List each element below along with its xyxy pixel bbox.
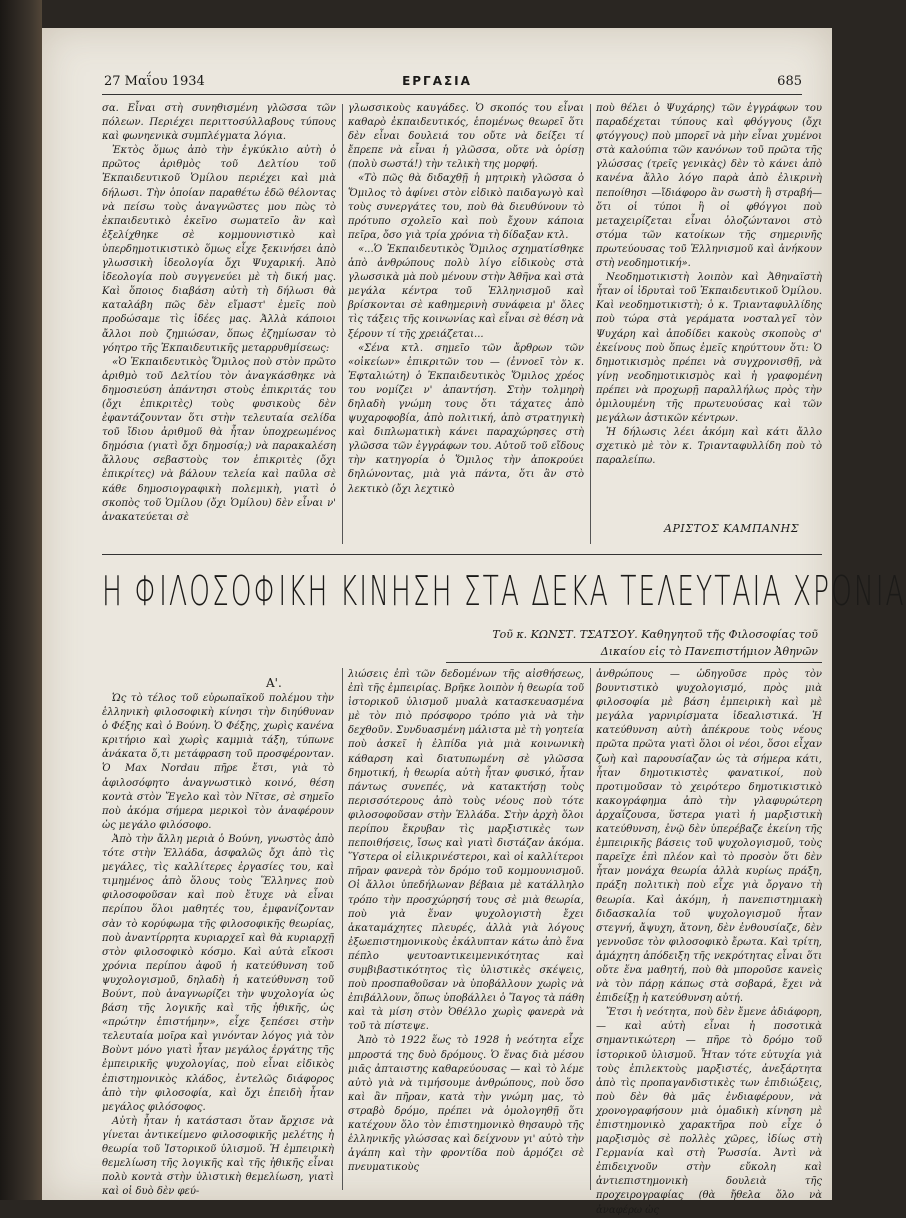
book-spine: [0, 0, 42, 1200]
column-divider: [342, 104, 343, 544]
article-separator: [102, 554, 822, 555]
section-mark: Α'.: [266, 676, 282, 690]
issue-date: 27 Μαΐου 1934: [104, 74, 205, 89]
paragraph: ἀνθρώπους — ὡδηγοῦσε πρὸς τὸν βουντιστικὸ ψυχολογισμό, πρὸς μιὰ φιλοσοφία μὲ βάση ἐμπειρικὴ καὶ μὲ μεγάλα γαρνιρίσματα ἰδεαλιστικά. Ἡ κατεύθυνση αὐτὴ ἀπέκρουε τοὺς νέους πρῶτα πρῶτα γιατὶ ὅλοι οἱ νέοι, ὅσοι εἶχαν ζωὴ καὶ παρουσίαζαν ὡς τὰ σήμερα κάτι, ἦταν δημοτικιστὲς φανατικοί, ποὺ προτιμοῦσαν τὸ χειρότερο δημοτικιστικὸ κακογράφημα ἀπὸ τὴν γλαφυρώτερη ἀρχαΐζουσα, ὕστερα γιατὶ ἡ μαρξιστικὴ κατεύθυνση, ἐνῷ δὲν ὑπερέβαζε ἐκείνη τῆς ἐμπειρικῆς βάσεις τοῦ ψυχολογισμοῦ, τοὺς παρεῖχε ἐπὶ πλέον καὶ τὸ προσὸν ὅτι δὲν ἦταν μονάχα θεωρία ἀλλὰ κυρίως πράξη, πράξη πολιτικὴ ποὺ εἶχε γιὰ ὄργανο τὴ θεωρία. Καὶ ἀκόμη, ἡ πανεπιστημιακὴ διδασκαλία τοῦ ψυχολογισμοῦ ἦταν στεγνή, ἄψυχη, ἄτονη, δὲν ἐνθουσίαζε, δὲν γεννοῦσε τὸν φιλοσοφικὸ ἔρωτα. Καὶ τρίτη, ἀμάχητη ἀπόδειξη τῆς νεκρότητας εἶναι ὅτι οὔτε ἕνα μαθητή, ποὺ θὰ μποροῦσε κανεὶς νὰ τὸν πάρῃ κάπως στὰ σοβαρά, ἔχει νὰ ἐπιδείξῃ ἡ κατεύθυνση αὐτή.: [596, 669, 822, 1005]
publication-title: ΕΡΓΑΣΙΑ: [402, 74, 472, 88]
paragraph: Αὐτὴ ἦταν ἡ κατάστασι ὅταν ἄρχισε νὰ γίνεται ἀντικείμενο φιλοσοφικῆς μελέτης ἡ θεωρία τοῦ Ἱστορικοῦ ὑλισμοῦ. Ἡ ἐμπειρικὴ θεμελίωση τῆς λογικῆς καὶ τῆς ἠθικῆς εἶναι πολὺ κοντὰ στὴν ὑλιστικὴ θεμελίωση, γιατὶ καὶ οἱ δυὸ δὲν φεύ-: [102, 1115, 334, 1198]
paragraph: γλωσσικοὺς καυγάδες. Ὁ σκοπός του εἶναι καθαρὸ ἐκπαιδευτικός, ἑπομένως θεωρεῖ ὅτι δὲν εἶναι δουλειά του οὔτε νὰ δείξει τί ἔπρεπε νὰ εἶναι ἡ γλῶσσα, οὔτε νὰ ὁρίσῃ (πολὺ σωστά!) τὴν τελικὴ της μορφή.: [348, 103, 584, 171]
paragraph: «...Ὁ Ἐκπαιδευτικὸς Ὅμιλος σχηματίσθηκε ἀπὸ ἀνθρώπους πολὺ λίγο εἰδικοὺς στὰ γλωσσικὰ μὰ ποὺ μένουν στὴν Ἀθῆνα καὶ στὰ μεγάλα κέντρα τοῦ Ἑλληνισμοῦ καὶ βρίσκονται σὲ καθημερινὴ συνάφεια μ' ὅλες τὶς τάξεις τῆς κοινωνίας καὶ εἶναι σὲ θέση νὰ ξέρουν τί τῆς χρειάζεται...: [348, 243, 584, 340]
paragraph: Ἡ δήλωσις λέει ἀκόμη καὶ κάτι ἄλλο σχετικὸ μὲ τὸν κ. Τριανταφυλλίδη ποὺ τὸ παραλείπω.: [596, 427, 822, 467]
paragraph: Νεοδημοτικιστὴ λοιπὸν καὶ Ἀθηναϊστὴ ἦταν οἱ ἰδρυταὶ τοῦ Ἐκπαιδευτικοῦ Ὁμίλου. Καὶ νεοδημοτικιστὴ; ὁ κ. Τριανταφυλλίδης ποὺ τώρα στὰ γεράματα νοσταλγεῖ τὸν Ψυχάρη καὶ ἀποδίδει κακοὺς σκοποὺς σ' ἐκείνους ποὺ ὅπως ἐμεῖς κηρύττουν ὅτι: Ὁ δημοτικισμὸς πρέπει νὰ συγχρονισθῇ, νὰ γίνῃ νεοδημοτικισμὸς καὶ ἡ γραφομένη πρέπει νὰ προχωρῇ παραλλήλως πρὸς τὴν ὁμιλουμένη τῆς πρωτευούσας καὶ τῶν μεγάλων ἀστικῶν κέντρων.: [596, 272, 822, 425]
article-column-3: [596, 668, 822, 1216]
paragraph: Ἐκτὸς ὅμως ἀπὸ τὴν ἐγκύκλιο αὐτὴ ὁ πρῶτος ἀριθμὸς τοῦ Δελτίου τοῦ Ἐκπαιδευτικοῦ Ὁμίλου περιέχει καὶ μιὰ δήλωσι. Τὴν ὁποίαν παραθέτω ἐδῶ θέλοντας νὰ πείσω τοὺς ἀναγνῶστες μου πὼς τὸ ἐκπαιδευτικὸ ἐκεῖνο σωματεῖο ἂν καὶ ἐξελίχθηκε σὲ κομμουνιστικὸ καὶ ὑπερδημοτικιστικὸ ὅμως εἶχε ξεκινήσει ἀπὸ γλωσσικὴ ἰδεολογία ὄχι Ψυχαρική. Ἀπὸ ἰδεολογία ποὺ συγγενεύει μὲ τὴ δική μας. Καὶ ὅποιος διαβάση αὐτὴ τὴ δήλωσι θὰ καταλάβη πῶς δὲν εἴμαστ' ἐμεῖς ποὺ προδώσαμε τὶς ἰδέες μας. Ἀλλὰ κάποιοι ἄλλοι ποὺ ζημιώσαν, ὅπως ἐζημίωσαν τὸ γόητρο τῆς Ἐκπαιδευτικῆς μεταρρυθμίσεως:: [102, 145, 336, 354]
paragraph: Ἀπὸ τὸ 1922 ἕως τὸ 1928 ἡ νεότητα εἶχε μπροστά της δυὸ δρόμους. Ὁ ἕνας διὰ μέσου μιᾶς ἀπταιστης καθαρεύουσας — καὶ τὸ λέμε αὐτὸ γιὰ νὰ τιμήσουμε ἀνθρώπους, ποὺ ὅσο καὶ ἂν πῆραν, κατὰ τὴν γνώμη μας, τὸ στραβὸ δρόμο, πρέπει νὰ ὁμολογηθῇ ὅτι κατέχουν ὅλο τὸν ἐπιστημονικὸ θησαυρὸ τῆς ἑλληνικῆς γλώσσας καὶ δείχνουν γι' αὐτὸ τὴν ἀγάπη καὶ τὴν φροντίδα ποὺ ἁρμόζει σὲ πνευματικοὺς: [348, 1035, 584, 1174]
top-column-2: [348, 102, 584, 548]
paragraph: Ἀπὸ τὴν ἄλλη μεριὰ ὁ Βούνη, γνωστὸς ἀπὸ τότε στὴν Ἑλλάδα, ἀσφαλῶς ὄχι ἀπὸ τὶς μεγάλες, τὶς καλλίτερες ἐργασίες του, καὶ τιμημένος ἀπὸ ὅλους τοὺς Ἕλληνες ποὺ φιλοσοφοῦσαν καὶ ποὺ ἔτυχε νὰ εἶναι περίπου ὅλοι μαθητές του, ἐμφανίζονταν σὰν τὸ κορύφωμα τῆς φιλοσοφικῆς θεωρίας, ποὺ ἀναντίρρητα κυριαρχεῖ καὶ θὰ κυριαρχῇ στὸν φιλοσοφικὸ κόσμο. Καὶ αὐτὰ εἴκοσι χρόνια περίπου ἀφοῦ ἡ κατεύθυνση τοῦ ψυχολογισμοῦ, δηλαδὴ ἡ κατεύθυνση τοῦ Βούντ, ποὺ ἀναγνωρίζει τὴν ψυχολογία ὡς βάση τῆς λογικῆς καὶ τῆς ἠθικῆς, ὡς «πρώτην ἐπιστήμην», εἶχε ξεπέσει στὴν τελευταία μοῖρα καὶ γινόνταν λόγος γιὰ τὸν Βοὺντ μόνο γιατὶ ἦταν μεγάλος ἐργάτης τῆς ἐμπειρικῆς ψυχολογίας, ποὺ εἶναι εἰδικὸς ἐπιστημονικὸς κλάδος, ἐντελῶς διάφορος ἀπὸ τὴν φιλοσοφία, καὶ ὄχι ἐπειδὴ ἦταν μεγάλος φιλόσοφος.: [102, 833, 334, 1113]
article-headline: Η ΦΙΛΟΣΟΦΙΚΗ ΚΙΝΗΣΗ ΣΤΑ ΔΕΚΑ ΤΕΛΕΥΤΑΙΑ ΧΡΟΝΙΑ: [102, 568, 906, 617]
top-column-1: [102, 102, 336, 548]
page-number: 685: [777, 74, 802, 89]
column-divider: [590, 668, 591, 1190]
top-column-3: [596, 102, 822, 510]
paragraph: «Σένα κτλ. σημεῖο τῶν ἄρθρων τῶν «οἰκείων» ἐπικριτῶν του — (ἐννοεῖ τὸν κ. Ἐφταλιώτη) ὁ Ἐκπαιδευτικὸς Ὅμιλος χρέος του νομίζει ν' ἀπαντήση. Στὴν τολμηρὴ δηλαδὴ γνώμη τους ὅτι τάχατες ἀπὸ ψυχαροφοβία, ἀπὸ πολιτική, ἀπὸ στρατηγικὴ καὶ διπλωματικὴ κάνει παραχώρησες στὴ γλῶσσα τῶν ἐγγράφων του. Αὐτοῦ τοῦ εἴδους τὴν κατηγορία ὁ Ὅμιλος τὴν ἀποκρούει δηλώνοντας, μιὰ γιὰ πάντα, ὅτι ἂν στὸ λεκτικὸ (ὄχι λεχτικὸ: [348, 342, 584, 495]
newspaper-page: [42, 28, 906, 1216]
paragraph: Ἔτσι ἡ νεότητα, ποὺ δὲν ἔμενε ἀδιάφορη, — καὶ αὐτὴ εἶναι ἡ ποσοτικὰ σημαντικώτερη — πῆρε τὸ δρόμο τοῦ ἱστορικοῦ ὑλισμοῦ. Ἦταν τότε εὐτυχία γιὰ τοὺς ἐπιλεκτοὺς μαρξιστές, ἀνεξάρτητα ἀπὸ τὶς προπαγανδιστικὲς των ἐπιδιώξεις, ποὺ δὲν θὰ μᾶς ἐνδιαφέρουν, νὰ χρονογραφήσουν μιὰ ὁμαδικὴ κίνηση μὲ ἐπιστημονικὸ χαρακτῆρα ποὺ εἶχε ὁ μαρξισμὸς σὲ πολλὲς χῶρες, ἰδίως στὴ Γερμανία καὶ στὴ Ῥωσσία. Ἀντὶ νὰ ἐπιδειχνοῦν στὴν εὔκολη καὶ ἀντιεπιστημονικὴ δουλειὰ τῆς προχειρογραφίας (θὰ ἤθελα ὅλο νὰ ἀναφέρω ὡς: [596, 1007, 822, 1216]
paragraph: σα. Εἶναι στὴ συνηθισμένη γλῶσσα τῶν πόλεων. Περιέχει περιττοσύλλαβους τύπους καὶ φωνηενικὰ συμπλέγματα λόγια.: [102, 103, 336, 143]
article-column-1: [102, 692, 334, 1198]
page-header: [42, 74, 832, 96]
article-column-2: [348, 668, 584, 1192]
author-signature: ΑΡΙΣΤΟΣ ΚΑΜΠΑΝΗΣ: [664, 522, 800, 535]
article-byline: Τοῦ κ. ΚΩΝΣΤ. ΤΣΑΤΣΟΥ. Καθηγητοῦ τῆς Φιλοσοφίας τοῦ Δικαίου εἰς τὸ Πανεπιστήμιον Ἀθηνῶν: [492, 628, 818, 658]
column-divider: [342, 668, 343, 1190]
byline-rule: [446, 662, 822, 663]
header-rule: [102, 94, 802, 95]
paragraph: λιώσεις ἐπὶ τῶν δεδομένων τῆς αἰσθήσεως, ἐπὶ τῆς ἐμπειρίας. Βρῆκε λοιπὸν ἡ θεωρία τοῦ ἱστορικοῦ ὑλισμοῦ μυαλὰ κατασκευασμένα μὲ τὸν πιὸ πρόσφορο τρόπο γιὰ νὰ τὴν δεχθοῦν. Συνδυασμένη μάλιστα μὲ τὴ γοητεία ποὺ ἀσκεῖ ἡ ἐλπίδα γιὰ μιὰ κοινωνικὴ κάθαρση καὶ διατυπωμένη σὲ γλῶσσα δημοτική, ἡ θεωρία αὐτὴ ἦταν φυσικό, ἦταν πάντως συνεπές, νὰ κατακτήσῃ τοὺς περισσότερους ἀπὸ τοὺς νέους ποὺ τότε φιλοσοφοῦσαν στὴν Ἑλλάδα. Στὴν ἀρχὴ ὅλοι περίπου ἔκρυβαν τὶς μαρξιστικὲς των πεποιθήσεις, ἴσως καὶ γιατὶ διστάζαν ἀκόμα. Ὕστερα οἱ εἰλικρινέστεροι, καὶ οἱ καλλίτεροι πῆραν φανερὰ τὸν δρόμο τοῦ κομμουνισμοῦ. Οἱ ἄλλοι ὑπεδήλωναν βέβαια μὲ κατάλληλο τρόπο τὴν προσχώρησή τους σὲ μιὰ θεωρία, ποὺ γιὰ ἕναν ψυχολογιστὴ ἔχει ἀκαταμάχητες πλευρές, ἀλλὰ γιὰ λόγους ἐξωεπιστημονικοὺς ἐκάλυπταν κάτω ἀπὸ ἕνα πέπλο ψευτοαντικειμενικότητας καὶ συμβιβαστικότητος τὶς ὑλιστικὲς σκέψεις, ποὺ προσπαθοῦσαν νὰ ὑποβάλλουν χωρὶς νὰ ἐπιβάλλουν, ὅπως ὑποβάλλει ὁ Ἴαγος τὰ πάθη καὶ τὰ μίση στὸν Ὀθέλλο χωρὶς φανερὰ νὰ τοῦ τὰ πίστεψε.: [348, 669, 584, 1033]
column-divider: [590, 104, 591, 544]
paragraph: «Τὸ πῶς θὰ διδαχθῇ ἡ μητρικὴ γλῶσσα ὁ Ὅμιλος τὸ ἀφίνει στὸν εἰδικὸ παιδαγωγὸ καὶ τοὺς συνεργάτες του, ποὺ θὰ διευθύνουν τὸ πρότυπο σχολεῖο καὶ ποὺ ἔχουν κάποια πεῖρα, ὄσο γιὰ τρία χρόνια τὴ δίδαξαν κτλ.: [348, 173, 584, 241]
paragraph: «Ὁ Ἐκπαιδευτικὸς Ὅμιλος ποὺ στὸν πρῶτο ἀριθμὸ τοῦ Δελτίου τὸν ἀναγκάσθηκε νὰ δημοσιεύση ἀπάντησι στοὺς ἐπικριτάς του (ὄχι ἐπικριτὲς) τοὺς φυσικοὺς δὲν ἐφαντάζουνταν ὅτι στὴν τελευταία σελίδα τοῦ ἴδιου ἀριθμοῦ θὰ ἦταν ὑποχρεωμένος δημόσια (γιατὶ ὄχι δημοσίᾳ;) νὰ παρακαλέση ἄλλους σεβαστοὺς τον ἐπικριτὲς (ὄχι ἐπικρίτες) νὰ βάλουν τελεία καὶ παῦλα σὲ κάθε δημοσιογραφικὴ πολεμικὴ, γιατὶ ὁ σκοπὸς τοῦ Ὁμίλου (ὄχι Ὁμίλου) δὲν εἶναι ν' ἀνακατεύεται σὲ: [102, 356, 336, 523]
paragraph: ποὺ θέλει ὁ Ψυχάρης) τῶν ἐγγράφων του παραδέχεται τύπους καὶ φθόγγους (ὄχι φτόγγους) ποὺ μπορεῖ νὰ μὴν εἶναι χυμένοι στὰ καλούπια τῶν κανόνων τοῦ πρῶτα τῆς γλώσσας (τρεῖς γενικὰς) δὲν τὸ κάνει ἀπὸ κανένα ἄλλο λόγο παρὰ ἀπὸ ἐλικρινὴ πεποίθησι —ἴδιάφορο ἂν σωστὴ ἢ στραβή— ὅτι οἱ τύποι ἢ οἱ φθόγγοι ποὺ μεταχειρίζεται εἶναι ὁλοζώντανοι στὸ στόμα τῶν κατοίκων τῆς σημερινῆς πρωτεύουσας τοῦ Ἑλληνισμοῦ καὶ ἀνήκουν στὴ νεοδημοτική».: [596, 103, 822, 270]
paragraph: Ὡς τὸ τέλος τοῦ εὐρωπαϊκοῦ πολέμου τὴν ἑλληνικὴ φιλοσοφικὴ κίνησι τὴν διηύθυναν ὁ Φέξης καὶ ὁ Βούνη. Ὁ Φέξης, χωρὶς κανένα κριτήριο καὶ χωρὶς καμμιὰ τάξη, τύπωνε ἀνάκατα ὅ,τι μετάφραση τοῦ προσφέρονταν. Ὁ Max Nordau πῆρε ἔτσι, γιὰ τὸ ἀφιλοσόφητο ἀναγνωστικὸ κοινό, θέση κοντὰ στὸν Ἔγελο καὶ τὸν Νῖτσε, σὲ σημεῖο ποὺ ἀκόμα σήμερα μερικοὶ τὸν ἀναφέρουν ὡς μεγάλο φιλόσοφο.: [102, 693, 334, 831]
